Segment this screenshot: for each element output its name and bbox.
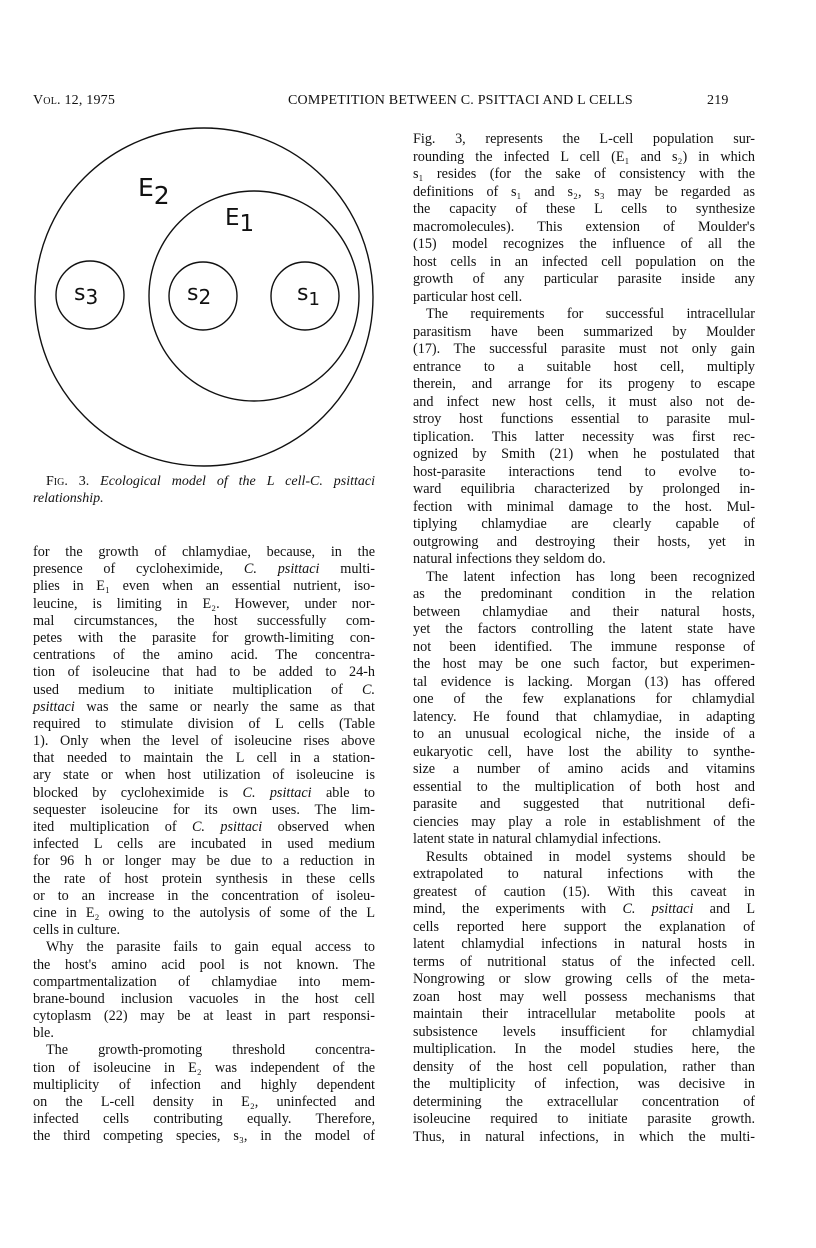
- figure-caption: [33, 473, 375, 507]
- text-line: the third competing species, s₃, in the model of: [33, 1128, 375, 1145]
- label-s2: s2: [187, 281, 212, 309]
- text-line: the host may be one such factor, but experimen-: [413, 656, 755, 672]
- italic-text: C. psittaci: [242, 784, 312, 801]
- paragraph: [33, 544, 375, 939]
- text-line: determining the extracellular concentration of: [413, 1093, 755, 1110]
- text-line: multiplicity of infection and highly dependent: [33, 1076, 375, 1093]
- text-line: for 96 h or longer may be due to a reduction in: [33, 853, 375, 870]
- text-line: ary state or when host utilization of isoleucine is: [33, 767, 375, 784]
- text-line: the host's amino acid pool is not known. The: [33, 956, 375, 973]
- paragraph: [413, 569, 755, 849]
- text-line: The growth-promoting threshold concentra-: [46, 1042, 375, 1059]
- italic-text: relationship.: [33, 491, 104, 507]
- text-line: terms of nutritional status of the infected cell.: [413, 953, 755, 970]
- text-line: blocked by cycloheximide is C. psittaci able to: [33, 784, 375, 801]
- italic-text: C. psittaci: [243, 561, 320, 578]
- text-line: required to stimulate division of L cells (Table: [33, 715, 375, 732]
- text-line: infected cells contributing equally. Therefore,: [33, 1111, 375, 1128]
- label-s3: s3: [74, 281, 99, 309]
- text-line: Results obtained in model systems should be: [426, 848, 755, 865]
- text-line: centrations of the amino acid. The concentra-: [33, 647, 375, 664]
- caption-line: [33, 473, 375, 490]
- text-line: Thus, in natural infections, in which the multi-: [413, 1128, 755, 1145]
- text-line: macromolecules). This extension of Moulder's: [413, 218, 755, 235]
- running-title: COMPETITION BETWEEN C. PSITTACI AND L CELLS: [288, 93, 633, 108]
- text-line: host-parasite interactions tend to evolve to-: [413, 463, 755, 480]
- text-line: leucine, is limiting in E₂. However, under nor-: [33, 595, 375, 612]
- text-line: or to an increase in the concentration of isoleu-: [33, 887, 375, 904]
- text-line: subsistence levels insufficient for chlamydial: [413, 1023, 755, 1040]
- text-line: tiplication. This latter necessity was first rec-: [413, 428, 755, 445]
- text-line: tion of isoleucine in E₂ was independent of the: [33, 1059, 375, 1076]
- text-line: The requirements for successful intracellular: [426, 306, 755, 322]
- text-line: latent state in natural chlamydial infections.: [413, 831, 662, 847]
- text-line: yet the factors controlling the latent state have: [413, 621, 755, 637]
- text-line: extrapolated to natural infections with the: [413, 866, 755, 882]
- text-line: psittaci was the same or nearly the same as that: [33, 698, 375, 715]
- text-line: growth of any particular parasite inside any: [413, 271, 755, 287]
- text-line: as the predominant condition in the relation: [413, 586, 755, 602]
- text-line: cine in E₂ owing to the autolysis of some of the L: [33, 904, 375, 921]
- text-line: Nongrowing or slow growing cells of the meta-: [413, 971, 755, 987]
- italic-text: C. psittaci: [191, 819, 263, 835]
- text-line: ble.: [33, 1025, 54, 1042]
- label-s1: $s_1$: [297, 281, 320, 310]
- text-line: between chlamydiae and their natural hosts,: [413, 603, 755, 620]
- italic-text: C. psittaci: [622, 901, 694, 917]
- text-line: ward equilibria characterized by prolonged in-: [413, 481, 755, 497]
- text-line: size a number of amino acids and vitamins: [413, 761, 755, 777]
- text-line: cells reported here support the explanation of: [413, 918, 755, 935]
- text-line: density of the host cell population, rather than: [413, 1058, 755, 1075]
- text-line: zoan host may well possess mechanisms that: [413, 988, 755, 1005]
- text-line: tal evidence is lacking. Morgan (13) has offered: [413, 673, 755, 690]
- text-line: brane-bound inclusion vacuoles in the host cell: [33, 990, 375, 1007]
- text-line: therein, and arrange for its progeny to escape: [413, 376, 755, 392]
- text-line: used medium to initiate multiplication of C.: [33, 681, 375, 698]
- text-column-right: [413, 131, 755, 1146]
- text-line: on the L-cell density in E₂, uninfected and: [33, 1094, 375, 1110]
- paragraph: [33, 939, 375, 1042]
- text-line: maintain their intracellular metabolite pools at: [413, 1006, 755, 1022]
- text-line: ciencies may play a role in establishment of the: [413, 813, 755, 830]
- text-line: rounding the infected L cell (E₁ and s₂) in which: [413, 148, 755, 165]
- text-line: eukaryotic cell, have lost the ability to synthe-: [413, 743, 755, 760]
- italic-text: Ecological model of the L cell-C. psittaci: [100, 474, 375, 489]
- text-line: mal circumstances, the host successfully com-: [33, 612, 375, 629]
- text-line: (17). The successful parasite must not only gain: [413, 341, 755, 357]
- paragraph: [413, 849, 755, 1147]
- text-line: parasitism have been summarized by Moulder: [413, 323, 755, 340]
- text-line: entrance to a suitable host cell, multiply: [413, 358, 755, 375]
- text-line: outgrowing and destroying their hosts, yet in: [413, 533, 755, 550]
- text-line: Why the parasite fails to gain equal access to: [46, 939, 375, 956]
- text-line: stroy host functions essential to parasite mul-: [413, 411, 755, 427]
- label-E2: E2: [138, 173, 170, 210]
- text-line: presence of cycloheximide, C. psittaci multi-: [33, 561, 375, 578]
- text-line: cells in culture.: [33, 922, 121, 939]
- text-line: that needed to maintain the L cell in a station-: [33, 750, 375, 767]
- text-line: ited multiplication of C. psittaci observed when: [33, 819, 375, 835]
- paragraph: [413, 131, 755, 306]
- text-column-left: [33, 544, 375, 1146]
- text-line: greatest of caution (15). With this caveat in: [413, 883, 755, 900]
- italic-text: C.: [361, 681, 375, 698]
- italic-text: psittaci: [33, 698, 75, 715]
- text-line: sequester isoleucine for its own uses. The lim-: [33, 801, 375, 818]
- text-line: definitions of s₁ and s₂, s₃ may be regarded as: [413, 183, 755, 200]
- caption-line: [33, 490, 375, 507]
- text-line: compartmentalization of chlamydiae into mem-: [33, 973, 375, 990]
- text-line: plies in E₁ even when an essential nutrient, iso-: [33, 578, 375, 595]
- text-line: cytoplasm (22) may be at least in part responsi-: [33, 1008, 375, 1025]
- journal-volume: Vol. 12, 1975: [33, 93, 116, 108]
- text-line: The latent infection has long been recognized: [426, 568, 755, 585]
- text-line: the rate of host protein synthesis in these cells: [33, 870, 375, 887]
- text-line: one of the few explanations for chlamydial: [413, 691, 755, 707]
- text-line: infected L cells are incubated in used medium: [33, 836, 375, 853]
- text-line: mind, the experiments with C. psittaci and L: [413, 901, 755, 917]
- text-line: essential to the multiplication of both host and: [413, 778, 755, 795]
- text-line: fection with minimal damage to the host. Mul-: [413, 498, 755, 515]
- caption-label: Fig. 3.: [46, 474, 101, 489]
- label-E1: E1: [225, 205, 255, 237]
- text-line: ognized by Smith (21) when he postulated that: [413, 446, 755, 462]
- text-line: host cells in an infected cell population on the: [413, 253, 755, 270]
- text-line: 1). Only when the level of isoleucine rises above: [33, 733, 375, 750]
- text-line: s₁ resides (for the sake of consistency with the: [413, 166, 755, 182]
- text-line: not been identified. The immune response of: [413, 638, 755, 655]
- text-line: (15) model recognizes the influence of all the: [413, 236, 755, 252]
- text-line: and infect new host cells, it must also not de-: [413, 393, 755, 410]
- text-line: multiplication. In the model studies here, the: [413, 1041, 755, 1057]
- text-line: natural infections they seldom do.: [413, 551, 606, 567]
- text-line: latency. He found that chlamydiae, in adapting: [413, 708, 755, 725]
- text-line: particular host cell.: [413, 288, 523, 305]
- text-line: isoleucine required to initiate parasite growth.: [413, 1111, 755, 1127]
- text-line: Fig. 3, represents the L-cell population sur-: [413, 131, 755, 147]
- text-line: the capacity of these L cells to synthesize: [413, 201, 755, 217]
- paragraph: [33, 1042, 375, 1145]
- text-line: to an unusual ecological niche, the inside of a: [413, 726, 755, 742]
- text-line: parasite and suggested that nutritional defi-: [413, 796, 755, 812]
- text-line: latent chlamydial infections in natural hosts in: [413, 936, 755, 952]
- text-line: tion of isoleucine that had to be added to 24-h: [33, 664, 375, 681]
- page-number: 219: [707, 93, 729, 108]
- text-line: petes with the parasite for growth-limiting con-: [33, 629, 375, 646]
- text-line: the multiplicity of infection, was decisive in: [413, 1076, 755, 1092]
- text-line: tiplying chlamydiae are clearly capable of: [413, 516, 755, 532]
- text-line: for the growth of chlamydiae, because, in the: [33, 544, 375, 560]
- paragraph: [413, 306, 755, 569]
